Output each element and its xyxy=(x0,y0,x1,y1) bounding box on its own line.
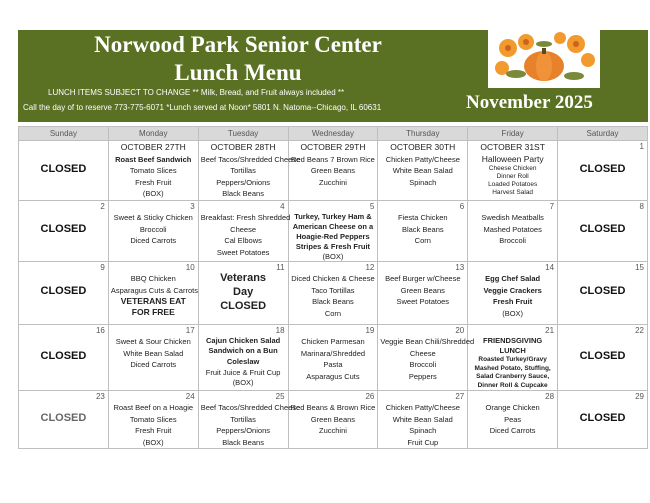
menu-item: Cal Elbows xyxy=(224,236,262,245)
day-cell xyxy=(288,325,378,391)
menu-item: Fresh Fruit xyxy=(135,177,172,187)
menu-item: Mashed Potato, Stuffing, xyxy=(474,364,551,372)
menu-item: Black Beans xyxy=(222,437,264,447)
menu-item: Hoagie-Red Peppers xyxy=(296,232,370,241)
day-cell xyxy=(19,391,109,449)
weekday-monday: Monday xyxy=(108,127,198,141)
menu-item: Chicken Parmesan xyxy=(301,337,365,346)
menu-item: Cheese xyxy=(409,348,436,358)
menu-item: Mashed Potatoes xyxy=(483,224,542,234)
menu-item: Diced Carrots xyxy=(130,236,177,245)
day-cell xyxy=(288,391,378,449)
day-cell xyxy=(378,201,468,262)
menu-item: Tomato Slices xyxy=(129,414,177,424)
menu-item: Asparagus Cuts & Carrots xyxy=(110,285,198,295)
menu-item: (BOX) xyxy=(142,437,164,447)
weekday-thursday: Thursday xyxy=(378,127,468,141)
menu-item: Fresh Fruit xyxy=(135,426,172,435)
menu-item: Diced Carrots xyxy=(489,426,536,435)
day-cell xyxy=(558,325,648,391)
weekday-saturday: Saturday xyxy=(558,127,648,141)
closed-label: CLOSED xyxy=(40,285,87,297)
day-cell xyxy=(468,391,558,449)
menu-item: Cheese Chicken xyxy=(488,165,537,172)
day-cell xyxy=(378,325,475,391)
menu-item: Fruit Cup xyxy=(407,437,439,447)
menu-item: Pasta xyxy=(323,360,343,369)
day-number: 16 xyxy=(95,326,105,335)
menu-item: (BOX) xyxy=(232,378,254,387)
menu-item: Dinner Roll & Cupcake xyxy=(477,381,548,389)
menu-item: Zucchini xyxy=(318,177,347,187)
menu-item: Cheese xyxy=(230,224,257,234)
week-row xyxy=(19,391,648,449)
day-cell xyxy=(108,325,198,391)
day-number: 8 xyxy=(639,202,644,211)
holiday-label: Day xyxy=(233,286,254,298)
menu-item: Egg Chef Salad xyxy=(485,274,541,283)
day-number: 29 xyxy=(635,392,644,401)
day-number: 2 xyxy=(100,202,105,211)
menu-item: Fruit Juice & Fruit Cup xyxy=(205,368,281,377)
menu-item: LUNCH xyxy=(499,346,526,355)
day-cell xyxy=(198,201,291,262)
menu-item: Broccoli xyxy=(409,360,437,369)
day-number: 19 xyxy=(365,326,375,335)
pumpkin-flowers-icon xyxy=(488,30,600,88)
menu-item: Taco Tortillas xyxy=(311,285,355,295)
day-cell xyxy=(198,391,301,449)
menu-item: Swedish Meatballs xyxy=(481,213,544,222)
menu-item: Peppers xyxy=(408,371,437,381)
day-number: 13 xyxy=(455,263,465,272)
menu-item: Roast Beef on a Hoagie xyxy=(113,403,194,412)
weekday-sunday: Sunday xyxy=(19,127,109,141)
day-cell xyxy=(378,262,468,325)
day-number: 6 xyxy=(459,202,465,211)
day-heading: OCTOBER 30TH xyxy=(390,142,456,152)
day-cell xyxy=(19,325,109,391)
day-number: 21 xyxy=(545,326,555,335)
closed-label: CLOSED xyxy=(579,223,626,235)
day-number: 9 xyxy=(100,263,105,272)
menu-item: Corn xyxy=(414,236,431,245)
day-cell xyxy=(558,201,648,262)
menu-item: Tortillas xyxy=(230,414,256,424)
lunch-calendar xyxy=(18,126,648,449)
center-name: Norwood Park Senior Center xyxy=(94,32,382,57)
menu-item: Peppers/Onions xyxy=(216,426,270,435)
closed-label: CLOSED xyxy=(40,162,87,175)
menu-title: Lunch Menu xyxy=(174,60,302,85)
closed-label: CLOSED xyxy=(579,411,626,424)
day-cell xyxy=(558,391,648,449)
day-cell xyxy=(288,141,378,201)
closed-label: CLOSED xyxy=(40,411,87,424)
day-cell xyxy=(468,325,558,391)
menu-item: (BOX) xyxy=(502,308,524,318)
menu-item: Sweet Potatoes xyxy=(396,297,450,306)
closed-label: CLOSED xyxy=(579,162,626,175)
day-cell xyxy=(19,141,109,201)
day-cell xyxy=(108,201,198,262)
day-number: 27 xyxy=(455,392,465,401)
menu-item: Zucchini xyxy=(318,426,347,435)
menu-header xyxy=(18,30,648,122)
day-cell xyxy=(558,141,648,201)
menu-item: White Bean Salad xyxy=(392,166,453,175)
day-cell xyxy=(19,262,109,325)
day-cell xyxy=(198,141,301,201)
closed-label: CLOSED xyxy=(220,300,267,312)
weekday-tuesday: Tuesday xyxy=(198,127,288,141)
menu-item: Green Beans xyxy=(310,414,356,424)
day-cell xyxy=(468,262,558,325)
menu-item: Marinara/Shredded xyxy=(300,348,366,358)
closed-label: CLOSED xyxy=(40,349,87,362)
day-number: 11 xyxy=(276,263,285,272)
menu-item: Veggie Crackers xyxy=(483,285,542,295)
week-row xyxy=(19,201,648,262)
menu-item: Chicken Patty/Cheese xyxy=(385,154,460,164)
day-number: 22 xyxy=(635,326,644,335)
menu-item: Spinach xyxy=(409,177,437,187)
day-cell xyxy=(468,201,558,262)
menu-item: Green Beans xyxy=(310,166,356,175)
menu-item: Black Beans xyxy=(312,297,354,306)
day-cell xyxy=(558,262,648,325)
closed-label: CLOSED xyxy=(579,349,626,362)
day-number: 18 xyxy=(275,326,285,335)
day-heading: OCTOBER 29TH xyxy=(300,142,366,152)
menu-item: Beef Burger w/Cheese xyxy=(385,274,461,283)
day-number: 4 xyxy=(280,202,285,211)
menu-item: Black Beans xyxy=(401,224,444,234)
day-heading: OCTOBER 31ST xyxy=(480,142,545,152)
day-number: 26 xyxy=(365,392,375,401)
menu-item: Red Beans & Brown Rice xyxy=(290,403,376,412)
day-number: 17 xyxy=(185,326,195,335)
menu-item: Sweet Potatoes xyxy=(216,247,270,257)
weekday-friday: Friday xyxy=(468,127,558,141)
menu-item: Turkey, Turkey Ham & xyxy=(294,212,372,221)
menu-item: Cajun Chicken Salad xyxy=(206,336,281,345)
week-row xyxy=(19,262,648,325)
menu-item: Roast Beef Sandwich xyxy=(115,154,192,164)
week-row xyxy=(19,141,648,201)
menu-item: Tortillas xyxy=(230,166,256,175)
menu-item: Breakfast: Fresh Shredded xyxy=(200,213,291,222)
day-number: 3 xyxy=(190,202,195,211)
day-cell xyxy=(198,325,288,391)
menu-item: FRIENDSGIVING xyxy=(483,336,543,345)
day-number: 12 xyxy=(365,263,375,272)
menu-item: Roasted Turkey/Gravy xyxy=(478,356,547,363)
weekday-wednesday: Wednesday xyxy=(288,127,378,141)
day-number: 25 xyxy=(275,392,285,401)
menu-item: Broccoli xyxy=(139,224,167,234)
day-cell xyxy=(108,141,198,201)
menu-item: Fiesta Chicken xyxy=(397,213,448,222)
menu-item: Coleslaw xyxy=(226,357,260,366)
menu-item: Diced Chicken & Cheese xyxy=(291,274,375,283)
day-number: 24 xyxy=(185,392,195,401)
day-cell xyxy=(378,141,468,201)
menu-item: BBQ Chicken xyxy=(130,274,176,283)
day-number: 1 xyxy=(639,142,644,151)
day-number: 28 xyxy=(545,392,555,401)
day-cell xyxy=(108,262,198,325)
menu-item: Asparagus Cuts xyxy=(306,371,360,381)
day-cell xyxy=(108,391,198,449)
day-cell xyxy=(198,262,288,325)
menu-item: Peppers/Onions xyxy=(216,177,270,187)
day-cell xyxy=(19,201,109,262)
day-cell xyxy=(378,391,468,449)
menu-item: Sandwich on a Bun xyxy=(208,346,278,355)
menu-item: Chicken Patty/Cheese xyxy=(385,403,460,412)
menu-item: Green Beans xyxy=(400,285,445,295)
closed-label: CLOSED xyxy=(40,223,87,235)
menu-item: Veggie Bean Chili/Shredded xyxy=(380,337,475,346)
menu-item: Broccoli xyxy=(499,236,526,245)
menu-item: Harvest Salad xyxy=(492,189,534,196)
day-heading: OCTOBER 28TH xyxy=(210,142,276,152)
weekday-header-row xyxy=(19,127,648,141)
closed-label: CLOSED xyxy=(579,285,626,297)
menu-item: Halloween Party xyxy=(481,153,544,164)
menu-item: Fresh Fruit xyxy=(493,297,533,306)
menu-item: Red Beans 7 Brown Rice xyxy=(291,154,375,164)
menu-item: Spinach xyxy=(409,426,437,435)
day-number: 23 xyxy=(95,392,105,401)
holiday-label: Veterans xyxy=(220,272,267,284)
menu-notice: LUNCH ITEMS SUBJECT TO CHANGE ** Milk, Bread, and Fruit always included ** xyxy=(48,88,345,97)
menu-item: Corn xyxy=(324,308,342,318)
menu-item: Sweet & Sour Chicken xyxy=(115,337,191,346)
day-number: 7 xyxy=(549,202,555,211)
menu-item: White Bean Salad xyxy=(123,348,184,358)
day-number: 15 xyxy=(635,263,644,272)
month-label: November 2025 xyxy=(466,92,593,113)
menu-item: Diced Carrots xyxy=(130,360,177,369)
day-cell xyxy=(468,141,558,201)
menu-item: Loaded Potatoes xyxy=(488,181,538,188)
menu-item: American Cheese on a xyxy=(292,222,374,231)
menu-item: (BOX) xyxy=(322,252,344,261)
menu-item: Beef Tacos/Shredded Cheese xyxy=(200,403,301,412)
contact-info: Call the day of to reserve 773-775-6071 *Lunch served at Noon* 5801 N. Natoma--Chicago, IL 60631 xyxy=(23,103,382,112)
menu-item: Salad Cranberry Sauce, xyxy=(476,373,550,380)
day-number: 5 xyxy=(369,202,375,211)
day-cell xyxy=(288,201,378,262)
menu-item: Dinner Roll xyxy=(496,173,529,180)
menu-item: Black Beans xyxy=(222,189,264,198)
menu-item: Peas xyxy=(504,414,522,424)
menu-item: Tomato Slices xyxy=(129,166,177,175)
menu-item: Orange Chicken xyxy=(485,403,540,412)
menu-item: Sweet & Sticky Chicken xyxy=(113,213,193,222)
day-heading: OCTOBER 27TH xyxy=(120,142,186,152)
veterans-free-note: VETERANS EAT FOR FREE xyxy=(120,296,186,317)
menu-item: (BOX) xyxy=(142,189,164,198)
day-number: 14 xyxy=(545,263,555,272)
menu-item: Stripes & Fresh Fruit xyxy=(295,242,371,251)
day-number: 10 xyxy=(185,263,195,272)
day-cell xyxy=(288,262,378,325)
menu-item: White Bean Salad xyxy=(392,414,453,424)
week-row xyxy=(19,325,648,391)
menu-item: Beef Tacos/Shredded Cheese xyxy=(200,154,301,164)
day-number: 20 xyxy=(455,326,465,335)
